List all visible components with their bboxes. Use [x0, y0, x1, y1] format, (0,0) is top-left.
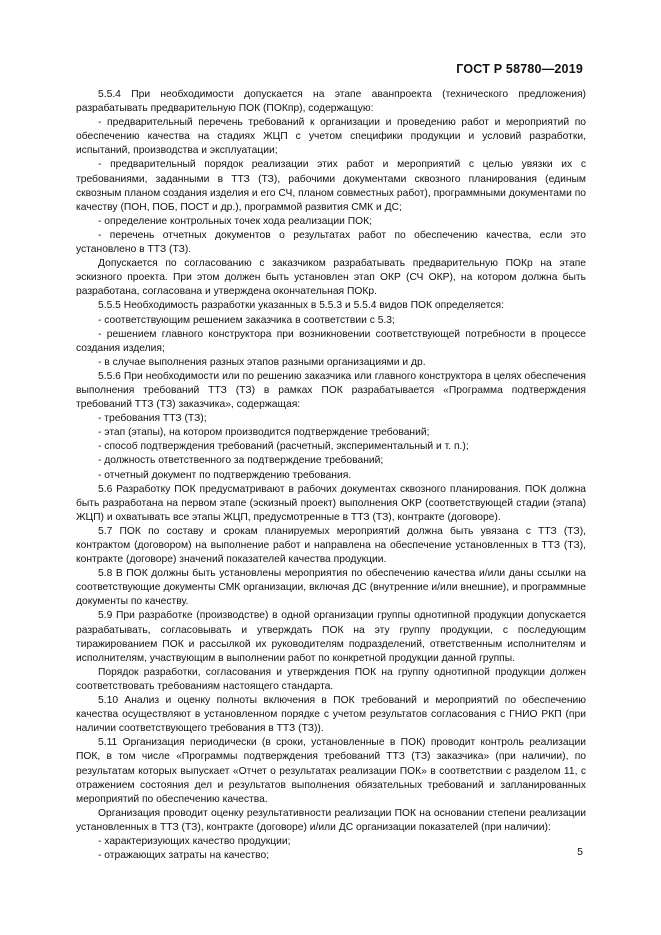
- paragraph: Порядок разработки, согласования и утверждения ПОК на группу однотипной продукции должен соответствовать требованиям настоящего стандарта.: [76, 666, 586, 692]
- list-item: - этап (этапы), на котором производится подтверждение требований;: [98, 427, 430, 439]
- paragraph: Допускается по согласованию с заказчиком разрабатывать предварительную ПОКр на этапе эскизного проекта. При этом должен быть установлен этап ОКР (СЧ ОКР), на котором должна быть разработана, согласована и утверждена окончательная ПОКр.: [76, 258, 586, 298]
- paragraph-5-8: 5.8 В ПОК должны быть установлены мероприятия по обеспечению качества и/или даны ссылки на соответствующие документы СМК организации, включая ДС (внутренние и/или внешние), и программные документы по качеству.: [76, 568, 586, 608]
- list-item: - соответствующим решением заказчика в соответствии с 5.3;: [98, 314, 395, 326]
- list-item: - решением главного конструктора при возникновении соответствующей потребности в процессе создания изделия;: [76, 328, 586, 354]
- list-item: - отчетный документ по подтверждению требования.: [98, 469, 352, 481]
- list-item: - предварительный порядок реализации этих работ и мероприятий с целью увязки их с требованиями, заданными в ТТЗ (ТЗ), рабочими документами сквозного планирования (единым сквозным планом создания изделия и его СЧ, планом совместных работ), программными документами по качеству (ПОН, ПОБ, ПОСТ и др.), программой развития СМК и ДС;: [76, 159, 586, 213]
- list-item: - определение контрольных точек хода реализации ПОК;: [98, 215, 373, 227]
- list-item: - отражающих затраты на качество;: [98, 850, 270, 862]
- paragraph-5-10: 5.10 Анализ и оценку полноты включения в ПОК требований и мероприятий по обеспечению качества осуществляют в установленном порядке с учетом результатов согласования с ГНИО РКП (при наличии соответствующего требования в ТТЗ (ТЗ)).: [76, 695, 586, 735]
- list-item: - в случае выполнения разных этапов разными организациями и др.: [98, 356, 426, 368]
- list-item: - требования ТТЗ (ТЗ);: [98, 413, 207, 425]
- paragraph-5-11: 5.11 Организация периодически (в сроки, установленные в ПОК) проводит контроль реализации ПОК, в том числе «Программы подтверждения требований ТТЗ (ТЗ) заказчика» (при наличии), по результатам которых выпускает «Отчет о результатах реализации ПОК» в соответствии с разделом 11, с отражением состояния дел и результатов выполнения обязательных требований и запланированных мероприятий по обеспечению качества.: [76, 737, 586, 805]
- standard-designation: ГОСТ Р 58780—2019: [456, 62, 583, 76]
- list-item: - перечень отчетных документов о результатах работ по обеспечению качества, если это установлено в ТТЗ (ТЗ).: [76, 229, 586, 256]
- paragraph-5-6: 5.6 Разработку ПОК предусматривают в рабочих документах сквозного планирования. ПОК должна быть разработана на первом этапе (эскизный проект) выполнения ОКР (соответствующей стадии (этапа) ЖЦП) и охватывать все этапы ЖЦП, предусмотренные в ТТЗ (ТЗ), контракте (договоре).: [76, 483, 586, 523]
- page-number: 5: [577, 846, 583, 858]
- list-item: - характеризующих качество продукции;: [98, 835, 291, 847]
- list-item: - предварительный перечень требований к организации и проведению работ и мероприятий по обеспечению качества на стадиях ЖЦП с учетом специфики продукции и условий разработки, испытаний, производства и эксплуатации;: [76, 117, 586, 157]
- paragraph-5-7: 5.7 ПОК по составу и срокам планируемых мероприятий должна быть увязана с ТТЗ (ТЗ), контрактом (договором) на выполнение работ и направлена на обеспечение установленных в ТТЗ (ТЗ), контракте (договоре) значений показателей качества продукции.: [76, 525, 586, 566]
- list-item: - способ подтверждения требований (расчетный, экспериментальный и т. п.);: [98, 441, 469, 453]
- paragraph-5-5-6: 5.5.6 При необходимости или по решению заказчика или главного конструктора в целях обеспечения выполнения требований ТТЗ (ТЗ) в рамках ПОК разрабатывается «Программа подтверждения требований ТТЗ (ТЗ) заказчика», содержащая:: [76, 370, 586, 411]
- paragraph-5-9: 5.9 При разработке (производстве) в одной организации группы однотипной продукции допускается разрабатывать, согласовывать и утверждать ПОК на эту группу продукции, с последующим тиражированием ПОК и рассылкой их руководителям подразделений, ответственным исполнителям и исполнителям, участвующим в выполнении работ по конкретной продукции данной группы.: [76, 610, 586, 664]
- list-item: - должность ответственного за подтверждение требований;: [98, 455, 384, 467]
- document-body: [76, 88, 586, 863]
- paragraph-5-5-4: 5.5.4 При необходимости допускается на этапе аванпроекта (технического предложения) разрабатывать предварительную ПОК (ПОКпр), содержащую:: [76, 89, 586, 115]
- paragraph: Организация проводит оценку результативности реализации ПОК на основании степени реализации установленных в ТТЗ (ТЗ), контракте (договоре) и/или ДС организации показателей (при наличии):: [76, 807, 586, 833]
- paragraph-5-5-5: 5.5.5 Необходимость разработки указанных в 5.5.3 и 5.5.4 видов ПОК определяется:: [98, 300, 504, 312]
